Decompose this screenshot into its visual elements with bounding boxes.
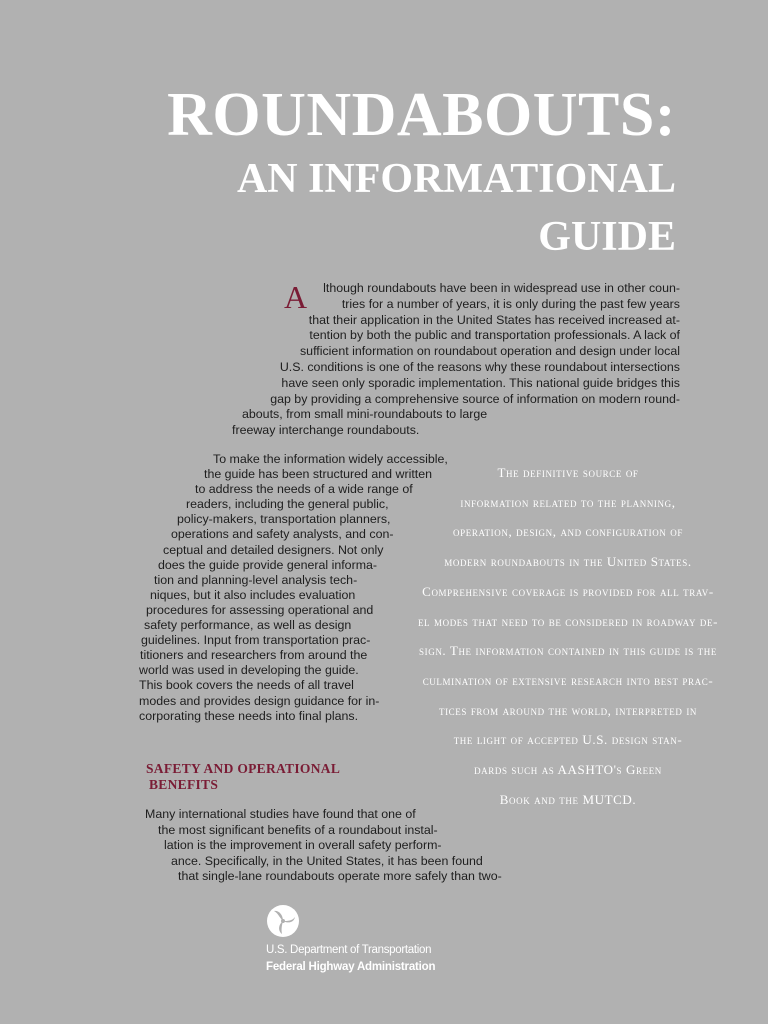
intro-line: have seen only sporadic implementation. This national guide bridges this (281, 375, 680, 390)
pull-quote-line: culmination of extensive research into best prac- (422, 672, 714, 688)
paragraph-line: safety performance, as well as design (144, 618, 352, 633)
paragraph-line: niques, but it also includes evaluation (150, 587, 356, 602)
intro-line: abouts, from small mini-roundabouts to large (242, 407, 488, 422)
department-name: U.S. Department of Transportation (266, 944, 432, 956)
section-heading-line: BENEFITS (149, 777, 219, 792)
paragraph-line: operations and safety analysts, and con- (171, 527, 394, 542)
intro-line: lthough roundabouts have been in widespread use in other coun- (323, 281, 680, 295)
intro-paragraph (228, 281, 680, 439)
pull-quote-line: The definitive source of (497, 465, 639, 480)
intro-line: gap by providing a comprehensive source of information on modern round- (270, 391, 680, 406)
intro-line: freeway interchange roundabouts. (232, 423, 420, 438)
intro-line: that their application in the United States has received increased at- (308, 312, 680, 327)
paragraph-line: corporating these needs into final plans. (139, 708, 359, 723)
intro-line: tention by both the public and transportation professionals. A lack of (309, 328, 680, 343)
pull-quote-line: the light of accepted U.S. design stan- (453, 732, 683, 748)
pull-quote-line: sign. The information contained in this guide is the (419, 643, 717, 659)
subtitle-line: GUIDE (538, 214, 676, 260)
pull-quote-line: tices from around the world, interpreted in (438, 702, 698, 718)
paragraph-line: the most significant benefits of a roundabout instal- (158, 822, 438, 837)
paragraph-line: guidelines. Input from transportation prac- (141, 633, 371, 648)
agency-logo (266, 904, 466, 984)
paragraph-line: readers, including the general public, (186, 497, 389, 512)
intro-line: U.S. conditions is one of the reasons why these roundabout intersections (279, 359, 680, 374)
paragraph-line: ance. Specifically, in the United States, it has been found (171, 853, 483, 868)
paragraph-line: world was used in developing the guide. (139, 663, 359, 678)
paragraph-line: To make the information widely accessible, (213, 452, 448, 466)
paragraph-line: the guide has been structured and written (204, 467, 432, 482)
paragraph-line: lation is the improvement in overall safety perform- (164, 838, 442, 852)
paragraph-line: modes and provides design guidance for in- (139, 693, 380, 708)
paragraph-line: to address the needs of a wide range of (195, 482, 413, 497)
intro-line: sufficient information on roundabout operation and design under local (299, 344, 680, 359)
intro-line: tries for a number of years, it is only during the past few years (341, 296, 680, 311)
paragraph-line: policy-makers, transportation planners, (177, 512, 391, 527)
section-paragraph (142, 807, 532, 885)
paragraph-line: does the guide provide general informa- (158, 557, 378, 572)
paragraph-line: This book covers the needs of all travel (139, 678, 354, 693)
pull-quote-line: el modes that need to be considered in roadway de- (417, 613, 719, 629)
dot-triskelion-icon (266, 904, 300, 938)
paragraph-line: tion and planning-level analysis tech- (154, 572, 358, 587)
page-subtitle (237, 150, 676, 266)
section-heading (146, 761, 340, 793)
drop-cap: A (284, 279, 308, 315)
pull-quote-line: Book and the MUTCD. (499, 791, 637, 807)
pull-quote (408, 458, 728, 814)
paragraph-line: titioners and researchers from around the (140, 648, 368, 663)
paragraph-line: ceptual and detailed designers. Not only (163, 542, 384, 557)
pull-quote-line: operation, design, and configuration of (453, 524, 683, 540)
section-heading-line: SAFETY AND OPERATIONAL (146, 761, 341, 776)
pull-quote-line: Comprehensive coverage is provided for all trav- (422, 583, 714, 599)
pull-quote-line: information related to the planning, (460, 494, 676, 510)
pull-quote-line: modern roundabouts in the United States. (444, 554, 692, 570)
page-title: ROUNDABOUTS: (167, 81, 676, 149)
paragraph-line: that single-lane roundabouts operate more safely than two- (178, 869, 502, 883)
subtitle-line: AN INFORMATIONAL (236, 156, 676, 202)
pull-quote-line: dards such as AASHTO's Green (474, 762, 662, 778)
paragraph-line: procedures for assessing operational and (146, 602, 374, 617)
agency-name: Federal Highway Administration (266, 961, 436, 973)
paragraph-line: Many international studies have found that one of (145, 807, 416, 821)
left-column-paragraph (136, 452, 452, 724)
